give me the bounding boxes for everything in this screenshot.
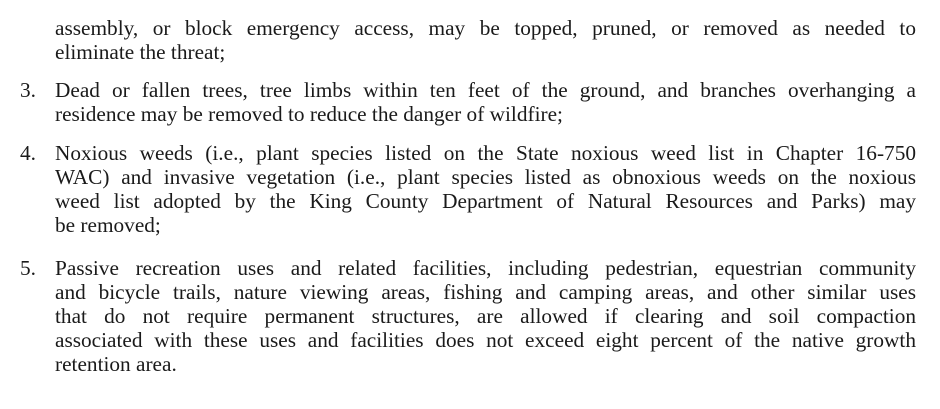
list-item-text xyxy=(55,256,916,376)
text-line: be removed; xyxy=(55,213,161,237)
text-line: residence may be removed to reduce the danger of wildfire; xyxy=(55,102,563,126)
list-item-text xyxy=(55,16,916,64)
list-item-text xyxy=(55,78,916,126)
text-line: associated with these uses and facilities does not exceed eight percent of the native growth xyxy=(55,328,916,352)
list-item-number: 4. xyxy=(20,141,36,165)
text-line: retention area. xyxy=(55,352,177,376)
text-line: eliminate the threat; xyxy=(55,40,226,64)
text-line: and bicycle trails, nature viewing areas, fishing and camping areas, and other similar uses xyxy=(55,280,916,304)
text-line: assembly, or block emergency access, may be topped, pruned, or removed as needed to xyxy=(55,16,916,40)
text-line: weed list adopted by the King County Department of Natural Resources and Parks) may xyxy=(55,189,916,213)
text-line: that do not require permanent structures, are allowed if clearing and soil compaction xyxy=(55,304,916,328)
text-line: Dead or fallen trees, tree limbs within ten feet of the ground, and branches overhanging a xyxy=(55,78,916,102)
text-line: Noxious weeds (i.e., plant species listed on the State noxious weed list in Chapter 16-750 xyxy=(55,141,916,165)
text-line: Passive recreation uses and related facilities, including pedestrian, equestrian community xyxy=(55,256,916,280)
list-item-number: 5. xyxy=(20,256,36,280)
list-item-text xyxy=(55,141,916,237)
text-line: WAC) and invasive vegetation (i.e., plant species listed as obnoxious weeds on the noxious xyxy=(55,165,916,189)
list-item-number: 3. xyxy=(20,78,36,102)
